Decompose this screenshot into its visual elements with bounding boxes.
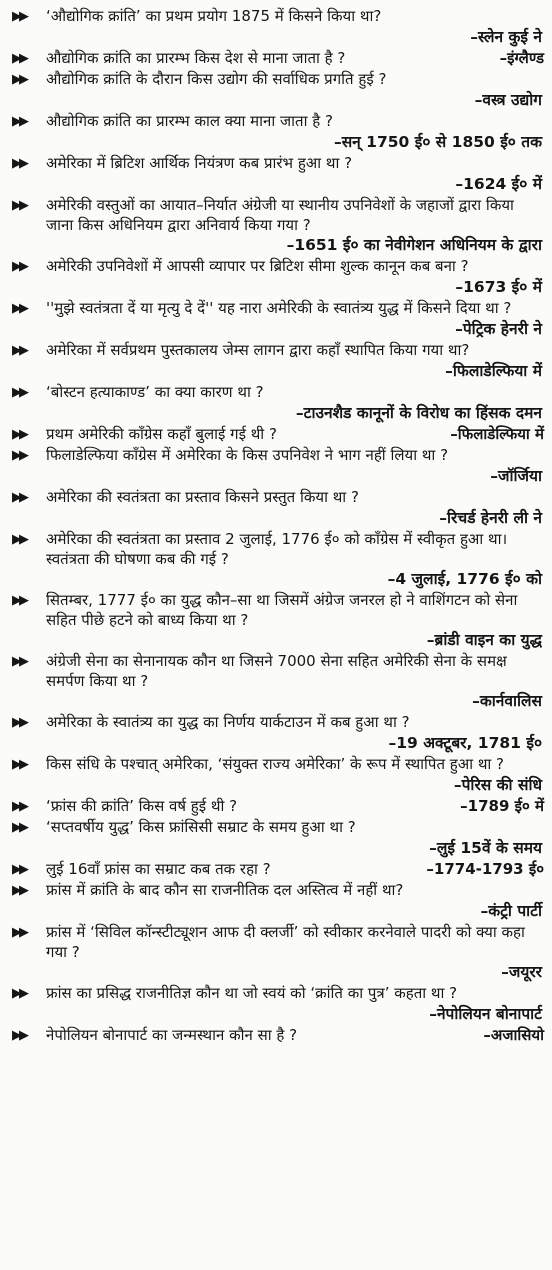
answer-text: –फिलाडेल्फिया में [445, 362, 542, 380]
answer-text: –रिचर्ड हेनरी ली ने [439, 509, 542, 527]
double-arrow-bullet-icon: ▶▶ [12, 799, 26, 814]
question-row [12, 817, 544, 838]
answer-text: –लुई 15वें के समय [429, 839, 542, 857]
qa-item [12, 712, 544, 754]
question-row [12, 487, 544, 508]
answer-text: –1624 ई० में [455, 175, 542, 193]
question-text: अमेरिकी वस्तुओं का आयात–निर्यात अंग्रेजी या स्थानीय उपनिवेशों के जहाजों द्वारा किया जाना किस अधिनियम द्वारा अनिवार्य किया गया ? [46, 196, 514, 234]
double-arrow-bullet-icon: ▶▶ [12, 427, 26, 442]
qa-item [12, 487, 544, 529]
question-row [12, 424, 544, 445]
question-row [12, 195, 544, 235]
qa-item [12, 6, 544, 48]
question-text: अंग्रेजी सेना का सेनानायक कौन था जिसने 7000 सेना सहित अमेरिकी सेना के समक्ष समर्पण किया था ? [46, 652, 507, 690]
qa-item [12, 48, 544, 69]
answer-text: –1673 ई० में [455, 278, 542, 296]
answer-text: –सन् 1750 ई० से 1850 ई० तक [333, 133, 542, 151]
double-arrow-bullet-icon: ▶▶ [12, 385, 26, 400]
question-row [12, 111, 544, 132]
question-row [12, 754, 544, 775]
answer-text: –अजासियो [483, 1026, 544, 1044]
question-text [46, 48, 544, 68]
qa-item [12, 880, 544, 922]
answer-text: –जॉर्जिया [490, 467, 542, 485]
question-text: सितम्बर, 1777 ई० का युद्ध कौन–सा था जिसमें अंग्रेज जनरल हो ने वाशिंगटन को सेना सहित पीछे हटने को बाध्य किया था ? [46, 591, 518, 629]
question-row [12, 712, 544, 733]
answer-text: –इंग्लैण्ड [499, 49, 544, 67]
qa-item [12, 754, 544, 796]
answer-text: –फिलाडेल्फिया में [450, 425, 544, 443]
question-text: अमेरिका की स्वतंत्रता का प्रस्ताव 2 जुलाई, 1776 ई० को काँग्रेस में स्वीकृत हुआ था। स्वतंत्रता की घोषणा कब की गई ? [46, 530, 508, 568]
answer-text: –1651 ई० का नेवीगेशन अधिनियम के द्वारा [286, 236, 542, 254]
question-row [12, 69, 544, 90]
double-arrow-bullet-icon: ▶▶ [12, 715, 26, 730]
question-row [12, 983, 544, 1004]
double-arrow-bullet-icon: ▶▶ [12, 593, 26, 608]
qa-item [12, 529, 544, 590]
question-label: ‘फ्रांस की क्रांति’ किस वर्ष हुई थी ? [46, 797, 238, 815]
question-text [46, 796, 544, 816]
answer-text: –19 अक्टूबर, 1781 ई० [388, 734, 542, 752]
qa-item [12, 256, 544, 298]
qa-item [12, 590, 544, 651]
double-arrow-bullet-icon: ▶▶ [12, 9, 26, 24]
qa-item [12, 651, 544, 712]
question-text [46, 424, 544, 444]
question-row [12, 298, 544, 319]
qa-item [12, 195, 544, 256]
qa-item [12, 153, 544, 195]
question-row [12, 590, 544, 630]
question-text: फिलाडेल्फिया काँग्रेस में अमेरिका के किस उपनिवेश ने भाग नहीं लिया था ? [46, 446, 449, 464]
qa-item [12, 1025, 544, 1046]
answer-text: –टाउनशैड कानूनों के विरोध का हिंसक दमन [295, 404, 542, 422]
question-row [12, 48, 544, 69]
question-text: फ्रांस का प्रसिद्ध राजनीतिज्ञ कौन था जो स्वयं को ‘क्रांति का पुत्र’ कहता था ? [46, 984, 458, 1002]
question-text: औद्योगिक क्रांति के दौरान किस उद्योग की सर्वाधिक प्रगति हुई ? [46, 70, 387, 88]
question-text [46, 1025, 544, 1045]
question-text: ‘औद्योगिक क्रांति’ का प्रथम प्रयोग 1875 में किसने किया था? [46, 7, 382, 25]
question-text: औद्योगिक क्रांति का प्रारम्भ काल क्या माना जाता है ? [46, 112, 333, 130]
qa-item [12, 111, 544, 153]
qa-item [12, 69, 544, 111]
double-arrow-bullet-icon: ▶▶ [12, 301, 26, 316]
question-row [12, 340, 544, 361]
question-row [12, 382, 544, 403]
answer-text: –पेट्रिक हेनरी ने [455, 320, 542, 338]
question-row [12, 256, 544, 277]
question-row [12, 796, 544, 817]
question-label: प्रथम अमेरिकी काँग्रेस कहाँ बुलाई गई थी ? [46, 425, 277, 443]
question-text: ‘बोस्टन हत्याकाण्ड’ का क्या कारण था ? [46, 383, 264, 401]
answer-text: –कार्नवालिस [472, 692, 542, 710]
question-text: फ्रांस में क्रांति के बाद कौन सा राजनीतिक दल अस्तित्व में नहीं था? [46, 881, 404, 899]
answer-text: –जयूरर [501, 963, 542, 981]
answer-text: –स्लेन कुई ने [470, 28, 542, 46]
question-text: फ्रांस में ‘सिविल कॉन्स्टीट्यूशन आफ दी क्लर्जी’ को स्वीकार करनेवाले पादरी को क्या कहा गया ? [46, 923, 525, 961]
qa-item [12, 445, 544, 487]
double-arrow-bullet-icon: ▶▶ [12, 448, 26, 463]
question-label: लुई 16वाँ फ्रांस का सम्राट कब तक रहा ? [46, 860, 271, 878]
double-arrow-bullet-icon: ▶▶ [12, 532, 26, 547]
qa-item [12, 796, 544, 817]
question-row [12, 529, 544, 569]
answer-text: –1774-1793 ई० [426, 860, 544, 878]
double-arrow-bullet-icon: ▶▶ [12, 490, 26, 505]
qa-item [12, 817, 544, 859]
answer-text: –कंट्री पार्टी [480, 902, 542, 920]
qa-item [12, 382, 544, 424]
question-text: अमेरिका में ब्रिटिश आर्थिक नियंत्रण कब प्रारंभ हुआ था ? [46, 154, 353, 172]
question-text: अमेरिका में सर्वप्रथम पुस्तकालय जेम्स लागन द्वारा कहाँ स्थापित किया गया था? [46, 341, 470, 359]
question-text: किस संधि के पश्चात् अमेरिका, ‘संयुक्त राज्य अमेरिका’ के रूप में स्थापित हुआ था ? [46, 755, 505, 773]
question-text: अमेरिका की स्वतंत्रता का प्रस्ताव किसने प्रस्तुत किया था ? [46, 488, 359, 506]
double-arrow-bullet-icon: ▶▶ [12, 343, 26, 358]
double-arrow-bullet-icon: ▶▶ [12, 72, 26, 87]
double-arrow-bullet-icon: ▶▶ [12, 925, 26, 940]
question-row [12, 445, 544, 466]
qa-item [12, 340, 544, 382]
answer-text: –1789 ई० में [460, 797, 544, 815]
double-arrow-bullet-icon: ▶▶ [12, 114, 26, 129]
question-text: ''मुझे स्वतंत्रता दें या मृत्यु दे दें'' यह नारा अमेरिकी के स्वातंत्र्य युद्ध में किसने दिया था ? [46, 299, 512, 317]
answer-text: –वस्त्र उद्योग [474, 91, 542, 109]
double-arrow-bullet-icon: ▶▶ [12, 198, 26, 213]
question-row [12, 880, 544, 901]
question-row [12, 859, 544, 880]
question-row [12, 922, 544, 962]
question-label: नेपोलियन बोनापार्ट का जन्मस्थान कौन सा है ? [46, 1026, 298, 1044]
double-arrow-bullet-icon: ▶▶ [12, 156, 26, 171]
double-arrow-bullet-icon: ▶▶ [12, 862, 26, 877]
double-arrow-bullet-icon: ▶▶ [12, 259, 26, 274]
double-arrow-bullet-icon: ▶▶ [12, 654, 26, 669]
double-arrow-bullet-icon: ▶▶ [12, 1028, 26, 1043]
double-arrow-bullet-icon: ▶▶ [12, 51, 26, 66]
question-text: ‘सप्तवर्षीय युद्ध’ किस फ्रांसिसी सम्राट के समय हुआ था ? [46, 818, 356, 836]
qa-item [12, 859, 544, 880]
qa-item [12, 424, 544, 445]
double-arrow-bullet-icon: ▶▶ [12, 883, 26, 898]
double-arrow-bullet-icon: ▶▶ [12, 820, 26, 835]
double-arrow-bullet-icon: ▶▶ [12, 757, 26, 772]
answer-text: –नेपोलियन बोनापार्ट [429, 1005, 542, 1023]
qa-item [12, 298, 544, 340]
question-row [12, 153, 544, 174]
qa-item [12, 983, 544, 1025]
question-text: अमेरिका के स्वातंत्र्य का युद्ध का निर्णय यार्कटाउन में कब हुआ था ? [46, 713, 410, 731]
question-row [12, 1025, 544, 1046]
question-label: औद्योगिक क्रांति का प्रारम्भ किस देश से माना जाता है ? [46, 49, 346, 67]
answer-text: –ब्रांडी वाइन का युद्ध [426, 631, 542, 649]
qa-item [12, 922, 544, 983]
question-row [12, 6, 544, 27]
answer-text: –4 जुलाई, 1776 ई० को [387, 570, 542, 588]
answer-text: –पेरिस की संधि [453, 776, 542, 794]
question-row [12, 651, 544, 691]
double-arrow-bullet-icon: ▶▶ [12, 986, 26, 1001]
question-text: अमेरिकी उपनिवेशों में आपसी व्यापार पर ब्रिटिश सीमा शुल्क कानून कब बना ? [46, 257, 469, 275]
question-text [46, 859, 544, 879]
